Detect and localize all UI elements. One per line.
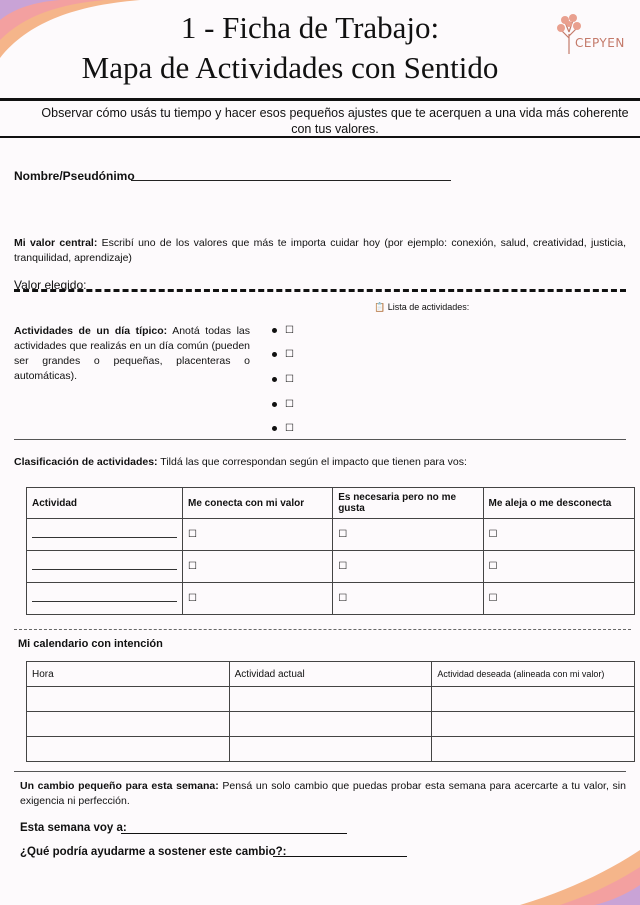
activity-list-title: 📋 Lista de actividades: xyxy=(374,302,470,312)
section-divider-dashed xyxy=(14,629,631,630)
table-header: Actividad deseada (alineada con mi valor) xyxy=(432,662,635,687)
table-row xyxy=(27,737,635,762)
page-title-line2: Mapa de Actividades con Sentido xyxy=(81,50,499,85)
clasificacion-text: Tildá las que correspondan según el impacto que tienen para vos: xyxy=(160,456,467,468)
valor-label: Mi valor central: xyxy=(14,237,98,249)
name-field-label: Nombre/Pseudónimo xyxy=(14,169,135,183)
list-item[interactable] xyxy=(272,367,294,392)
table-cell[interactable] xyxy=(432,737,635,762)
decorative-corner-bottom-right xyxy=(520,845,640,905)
table-header-row xyxy=(27,662,635,687)
table-row xyxy=(27,519,635,551)
activity-input-line[interactable] xyxy=(32,569,177,570)
bullet-icon xyxy=(272,352,277,357)
activity-input-line[interactable] xyxy=(32,601,177,602)
checkbox[interactable]: ☐ xyxy=(483,583,634,615)
table-cell[interactable] xyxy=(229,687,432,712)
table-cell[interactable] xyxy=(229,737,432,762)
checkbox[interactable]: ☐ xyxy=(285,349,294,361)
checkbox[interactable]: ☐ xyxy=(183,519,333,551)
activity-list xyxy=(272,318,294,441)
table-cell[interactable] xyxy=(432,687,635,712)
checkbox[interactable]: ☐ xyxy=(333,551,483,583)
list-item[interactable] xyxy=(272,318,294,343)
header-divider-top xyxy=(0,98,640,101)
section-divider xyxy=(14,439,626,440)
page-title-line1: 1 - Ficha de Trabajo: xyxy=(180,10,440,45)
calendario-title: Mi calendario con intención xyxy=(18,638,163,650)
table-cell[interactable] xyxy=(27,712,230,737)
table-header: Es necesaria pero no me gusta xyxy=(333,488,483,519)
table-header: Actividad actual xyxy=(229,662,432,687)
activity-input-cell[interactable] xyxy=(27,519,183,551)
list-item[interactable] xyxy=(272,416,294,441)
checkbox[interactable]: ☐ xyxy=(183,583,333,615)
table-row xyxy=(27,687,635,712)
activity-input-cell[interactable] xyxy=(27,551,183,583)
checkbox[interactable]: ☐ xyxy=(183,551,333,583)
table-header: Hora xyxy=(27,662,230,687)
checkbox[interactable]: ☐ xyxy=(483,519,634,551)
clasificacion-label: Clasificación de actividades: xyxy=(14,456,158,468)
activity-input-line[interactable] xyxy=(32,537,177,538)
table-cell[interactable] xyxy=(27,687,230,712)
checkbox[interactable]: ☐ xyxy=(333,519,483,551)
subtitle: Observar cómo usás tu tiempo y hacer esos pequeños ajustes que te acerquen a una vida más coherente con tus valores. xyxy=(41,106,629,136)
table-header: Me aleja o me desconecta xyxy=(483,488,634,519)
bullet-icon xyxy=(272,426,277,431)
bullet-icon xyxy=(272,402,277,407)
actividades-label: Actividades de un día típico: xyxy=(14,325,168,337)
checkbox[interactable]: ☐ xyxy=(285,398,294,410)
table-cell[interactable] xyxy=(229,712,432,737)
ayudar-input-line[interactable] xyxy=(273,856,407,857)
checkbox[interactable]: ☐ xyxy=(285,373,294,385)
table-cell[interactable] xyxy=(27,737,230,762)
semana-input-line[interactable] xyxy=(121,833,347,834)
valor-elegido-label: Valor elegido: xyxy=(14,278,87,292)
name-field-line[interactable] xyxy=(131,180,451,181)
table-row xyxy=(27,551,635,583)
activity-input-cell[interactable] xyxy=(27,583,183,615)
cambio-label: Un cambio pequeño para esta semana: xyxy=(20,780,219,792)
table-row xyxy=(27,712,635,737)
clasificacion-paragraph xyxy=(14,456,467,468)
checkbox[interactable]: ☐ xyxy=(483,551,634,583)
cambio-paragraph xyxy=(20,779,626,809)
bullet-icon xyxy=(272,377,277,382)
table-header: Actividad xyxy=(27,488,183,519)
table-cell[interactable] xyxy=(432,712,635,737)
actividades-paragraph xyxy=(14,324,250,384)
checkbox[interactable]: ☐ xyxy=(285,324,294,336)
clasificacion-table xyxy=(26,487,635,615)
list-item[interactable] xyxy=(272,343,294,368)
logo-text: CEPYEN xyxy=(575,36,625,50)
valor-elegido-line[interactable] xyxy=(14,289,626,292)
list-item[interactable] xyxy=(272,392,294,417)
cambio-text: Pensá un solo cambio que puedas probar esta semana para acercarte a tu valor, sin exigencia ni perfección. xyxy=(20,780,626,807)
table-row xyxy=(27,583,635,615)
actividades-text: Anotá todas las actividades que realizás en un día común (pueden ser grandes o pequeñas, placenteras o automáticas). xyxy=(14,325,251,382)
checkbox[interactable]: ☐ xyxy=(333,583,483,615)
table-header: Me conecta con mi valor xyxy=(183,488,333,519)
table-header-row xyxy=(27,488,635,519)
calendario-table xyxy=(26,661,635,762)
section-divider xyxy=(14,771,626,772)
valor-paragraph xyxy=(14,236,626,266)
valor-text: Escribí uno de los valores que más te importa cuidar hoy (por ejemplo: conexión, salud, creatividad, justicia, tranquilidad, aprendizaje) xyxy=(14,237,626,264)
checkbox[interactable]: ☐ xyxy=(285,423,294,435)
ayudar-label: ¿Qué podría ayudarme a sostener este cambio?: xyxy=(20,846,287,858)
header-divider-bottom xyxy=(0,136,640,138)
bullet-icon xyxy=(272,328,277,333)
semana-label: Esta semana voy a: xyxy=(20,822,127,834)
